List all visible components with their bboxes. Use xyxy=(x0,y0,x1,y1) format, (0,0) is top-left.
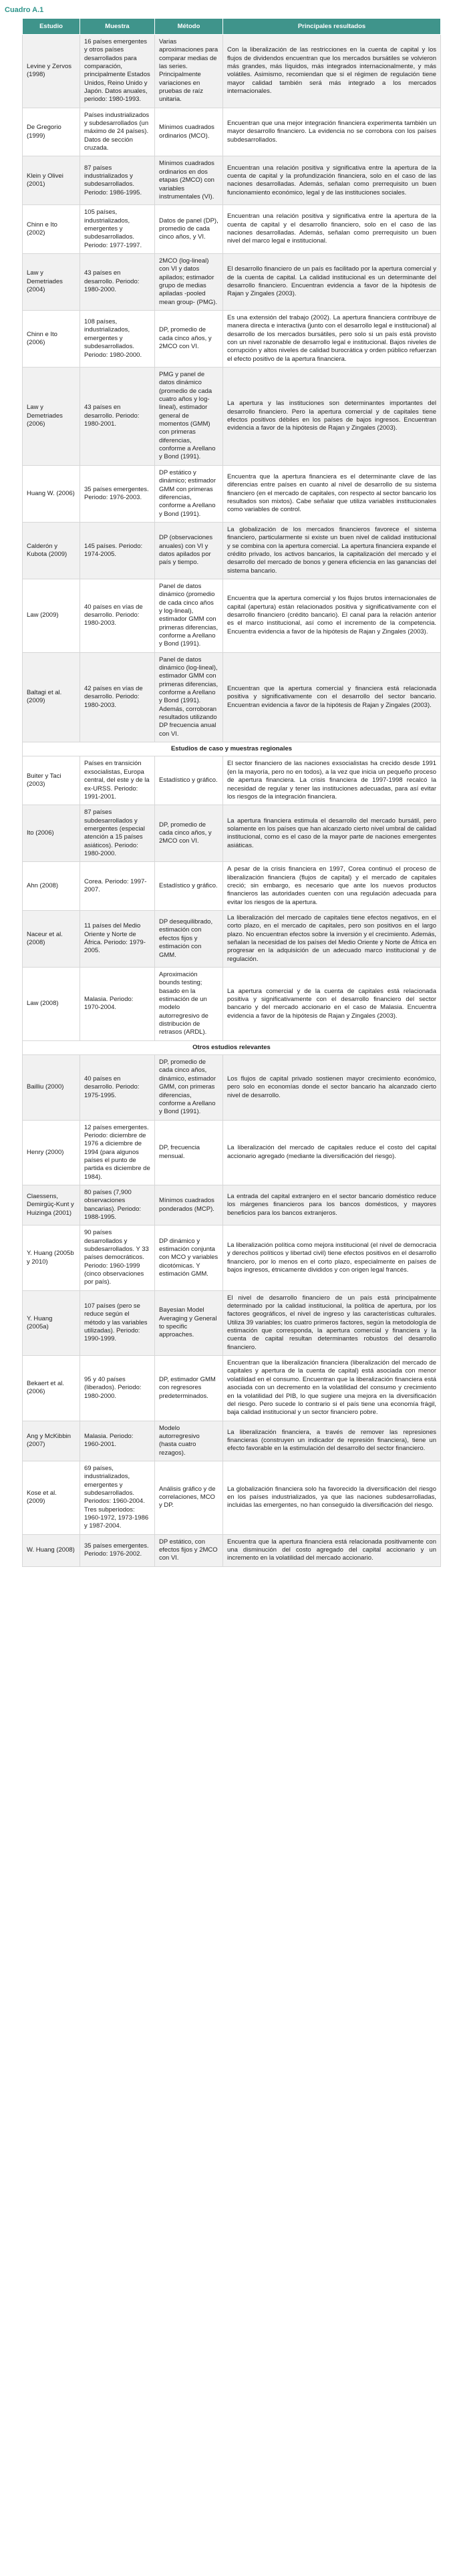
cell-metodo: Varias aproximaciones para comparar medias de las series. Principalmente variaciones en pruebas de raíz unitaria. xyxy=(155,35,223,108)
cell-metodo: DP (observaciones anuales) con VI y datos apilados por país y tiempo. xyxy=(155,522,223,579)
cell-muestra: 42 países en vías de desarrollo. Periodo: 1980-2003. xyxy=(80,652,155,742)
cell-estudio: Levine y Zervos (1998) xyxy=(23,35,80,108)
cell-metodo: DP desequilibrado, estimación con efectos fijos y estimación con GMM. xyxy=(155,910,223,967)
study-row xyxy=(23,862,441,911)
cell-estudio: Kose et al. (2009) xyxy=(23,1461,80,1534)
study-row xyxy=(23,1461,441,1534)
study-row xyxy=(23,156,441,205)
cell-muestra: 11 países del Medio Oriente y Norte de África. Periodo: 1979-2005. xyxy=(80,910,155,967)
cell-metodo: DP dinámico y estimación conjunta con MCO y variables dicotómicas. Y estimación GMM. xyxy=(155,1226,223,1290)
cell-muestra: 43 países en desarrollo. Periodo: 1980-2000. xyxy=(80,253,155,310)
cell-muestra: 87 países industrializados y subdesarrollados. Periodo: 1986-1995. xyxy=(80,156,155,205)
cell-metodo: Bayesian Model Averaging y General to specific approaches. xyxy=(155,1290,223,1355)
study-row xyxy=(23,652,441,742)
cell-estudio: Y. Huang (2005b y 2010) xyxy=(23,1226,80,1290)
cell-metodo: Datos de panel (DP), promedio de cada cinco años, y VI. xyxy=(155,205,223,254)
study-row xyxy=(23,108,441,156)
cell-estudio: Klein y Olivei (2001) xyxy=(23,156,80,205)
cell-metodo: PMG y panel de datos dinámico (promedio de cada cuatro años y log-lineal), estimador general de momentos (GMM) con primeras diferencias, conforme a Arellano y Bond (1991). xyxy=(155,368,223,466)
study-row xyxy=(23,1055,441,1120)
cell-resultados: La apertura comercial y de la cuenta de capitales está relacionada positiva y significativamente con el desarrollo financiero del sector bancario y del mercado accionario en el caso de Malasia. Encuentra evidencia a favor de la hipótesis de Rajan y Zingales (2003). xyxy=(223,968,441,1041)
cell-resultados: La liberalización del mercado de capitales reduce el costo del capital accionario agregado (mediante la diversificación del riesgo). xyxy=(223,1120,441,1185)
cell-resultados: A pesar de la crisis financiera en 1997, Corea continuó el proceso de liberalización financiera (flujos de capital) y el mercado de capitales creció; sin embargo, es necesario que ante los nuevos productos financieros las autoridades cuenten con una regulación adecuada para evitar los riesgos de la apertura. xyxy=(223,862,441,911)
section-header-label: Estudios de caso y muestras regionales xyxy=(23,742,441,756)
cell-resultados: La liberalización financiera, a través de remover las represiones financieras (construyen un indicador de represión financiera), tiene un efecto favorable en la estimulación del desarrollo del sector financiero. xyxy=(223,1421,441,1461)
cell-muestra: 107 países (pero se reduce según el método y las variables utilizadas). Periodo: 1990-1999. xyxy=(80,1290,155,1355)
cell-metodo: DP, promedio de cada cinco años, dinámico, estimador GMM, con primeras diferencias, conforme a Arellano y Bond (1991). xyxy=(155,1055,223,1120)
cell-estudio: Henry (2000) xyxy=(23,1120,80,1185)
cell-resultados: Encuentran que una mejor integración financiera experimenta también un mayor desarrollo financiero. La evidencia no se corrobora con los países subdesarrollados. xyxy=(223,108,441,156)
cell-resultados: La globalización de los mercados financieros favorece el sistema financiero, particularmente si existe un buen nivel de calidad institucional y se combina con la apertura comercial. La apertura financiera expande el crédito privado, los activos bancarios, la capitalización del mercado y el desarrollo del mercado de bonos y genera eficiencia en las ganancias del sistema bancario. xyxy=(223,522,441,579)
cell-estudio: Claessens, Demirgüç-Kunt y Huizinga (2001) xyxy=(23,1185,80,1225)
cell-estudio: Huang W. (2006) xyxy=(23,465,80,522)
table-head xyxy=(23,19,441,35)
cell-muestra: 35 países emergentes. Periodo: 1976-2003. xyxy=(80,465,155,522)
cell-metodo: DP estático y dinámico; estimador GMM con primeras diferencias, conforme a Arellano y Bond (1991). xyxy=(155,465,223,522)
cell-resultados: El desarrollo financiero de un país es facilitado por la apertura comercial y de la cuenta de capital. La calidad institucional es un determinante del desarrollo financiero. Encuentran evidencia a favor de la hipótesis de Rajan y Zingales (2003). xyxy=(223,253,441,310)
study-row xyxy=(23,1356,441,1421)
cell-resultados: La liberalización del mercado de capitales tiene efectos negativos, en el corto plazo, en el mercado de capitales, pero son positivos en el largo plazo. No encuentran efectos sobre la inversión y el crecimiento. Además, señalan la necesidad de los países del Medio Oriente y Norte de África en progresar en la adquisición de un adecuado marco institucional y de regulación. xyxy=(223,910,441,967)
cell-muestra: 145 países. Periodo: 1974-2005. xyxy=(80,522,155,579)
cell-muestra: 43 países en desarrollo. Periodo: 1980-2001. xyxy=(80,368,155,466)
cell-muestra: 90 países desarrollados y subdesarrollados. Y 33 países democráticos. Periodo: 1960-1999 (cinco observaciones por país). xyxy=(80,1226,155,1290)
cell-estudio: Y. Huang (2005a) xyxy=(23,1290,80,1355)
cell-estudio: Chinn e Ito (2006) xyxy=(23,310,80,367)
cell-resultados: Encuentra que la apertura financiera está relacionada positivamente con una disminución del costo agregado del capital accionario y un incremento en la volatilidad del mercado accionario. xyxy=(223,1534,441,1566)
study-row xyxy=(23,805,441,862)
cell-muestra: 105 países, industrializados, emergentes y subdesarrollados. Periodo: 1977-1997. xyxy=(80,205,155,254)
cell-resultados: Es una extensión del trabajo (2002). La apertura financiera contribuye de manera directa e interactiva (junto con el desarrollo legal e institucional) al desarrollo de los mercados bursátiles, pero solo si un país está provisto con un nivel razonable de desarrollo legal e institucional. Bajos niveles de corrupción y altos niveles de calidad burocrática y orden público refuerzan el efecto positivo de la apertura financiera. xyxy=(223,310,441,367)
section-header-row xyxy=(23,742,441,756)
cell-muestra: 12 países emergentes. Periodo: diciembre de 1976 a diciembre de 1994 (para algunos países el punto de partida es diciembre de 1984). xyxy=(80,1120,155,1185)
cell-muestra: Malasia. Periodo: 1960-2001. xyxy=(80,1421,155,1461)
cell-resultados: Encuentra que la apertura financiera es el determinante clave de las diferencias entre países en cuanto al nivel de desarrollo de su sistema financiero (en el mercado de capitales, con respecto al sector bancario los resultados son mixtos). Cabe señalar que utiliza variables institucionales como variables de control. xyxy=(223,465,441,522)
cell-muestra: Países en transición exsocialistas, Europa central, del este y de la ex-URSS. Periodo: 1991-2001. xyxy=(80,756,155,805)
cell-estudio: Law y Demetriades (2004) xyxy=(23,253,80,310)
cell-estudio: Ito (2006) xyxy=(23,805,80,862)
cell-resultados: Con la liberalización de las restricciones en la cuenta de capital y los flujos de dividendos encuentran que los mercados bursátiles se volvieron más grandes, más líquidos, más integrados internacionalmente, y más volátiles. Asimismo, recomiendan que si el régimen de regulación tiene mayor calidad también será más integrado a los mercados internacionales. xyxy=(223,35,441,108)
studies-table xyxy=(22,18,441,1567)
cell-muestra: 35 países emergentes. Periodo: 1976-2002. xyxy=(80,1534,155,1566)
header-row xyxy=(23,19,441,35)
section-header-label: Otros estudios relevantes xyxy=(23,1040,441,1054)
study-row xyxy=(23,1290,441,1355)
cell-metodo: Mínimos cuadrados ponderados (MCP). xyxy=(155,1185,223,1225)
cell-estudio: Ang y McKibbin (2007) xyxy=(23,1421,80,1461)
cell-estudio: W. Huang (2008) xyxy=(23,1534,80,1566)
cell-muestra: Países industrializados y subdesarrollados (un máximo de 24 países). Datos de sección cruzada. xyxy=(80,108,155,156)
section-header-row xyxy=(23,1040,441,1054)
cell-metodo: Análisis gráfico y de correlaciones, MCO y DP. xyxy=(155,1461,223,1534)
cell-metodo: Estadístico y gráfico. xyxy=(155,756,223,805)
study-row xyxy=(23,35,441,108)
cell-estudio: Buiter y Taci (2003) xyxy=(23,756,80,805)
column-header-metodo: Método xyxy=(155,19,223,35)
cell-estudio: De Gregorio (1999) xyxy=(23,108,80,156)
cell-muestra: 87 países subdesarrollados y emergentes (especial atención a 15 países asiáticos). Periodo: 1980-2000. xyxy=(80,805,155,862)
study-row xyxy=(23,968,441,1041)
cell-resultados: La entrada del capital extranjero en el sector bancario doméstico reduce los márgenes financieros para los bancos domésticos, y mayores beneficios para los bancos extranjeros. xyxy=(223,1185,441,1225)
study-row xyxy=(23,756,441,805)
study-row xyxy=(23,579,441,652)
cell-metodo: DP, promedio de cada cinco años, y 2MCO con VI. xyxy=(155,310,223,367)
cell-resultados: La apertura y las instituciones son determinantes importantes del desarrollo financiero. Pero la apertura comercial y de capitales tiene efectos positivos débiles en los países de bajos ingresos. Encuentran evidencia a favor de la hipótesis de Rajan y Zingales (2003). xyxy=(223,368,441,466)
column-header-resultados: Principales resultados xyxy=(223,19,441,35)
study-row xyxy=(23,522,441,579)
cell-estudio: Bailliu (2000) xyxy=(23,1055,80,1120)
cell-resultados: La apertura financiera estimula el desarrollo del mercado bursátil, pero solamente en los países que han alcanzado cierto nivel umbral de calidad institucional, como es el caso de la mayor parte de naciones emergentes asiáticas. xyxy=(223,805,441,862)
study-row xyxy=(23,465,441,522)
cell-estudio: Law y Demetriades (2006) xyxy=(23,368,80,466)
cell-estudio: Law (2009) xyxy=(23,579,80,652)
cell-metodo: DP estático, con efectos fijos y 2MCO con VI. xyxy=(155,1534,223,1566)
cell-metodo: Aproximación bounds testing; basado en la estimación de un modelo autorregresivo de distribución de retrasos (ARDL). xyxy=(155,968,223,1041)
cell-resultados: Encuentran que la liberalización financiera (liberalización del mercado de capitales y apertura de la cuenta de capital) está asociada con menor volatilidad en el consumo. Encuentran que la liberalización financiera está asociada con un decremento en la volatilidad del consumo y crecimiento en la volatilidad del PIB, lo que sugiere una mejora en la diversificación del riesgo. Pero sucede lo contrario si el país tiene una economía frágil, baja calidad institucional y un sector financiero pobre. xyxy=(223,1356,441,1421)
study-row xyxy=(23,1226,441,1290)
column-header-estudio: Estudio xyxy=(23,19,80,35)
cell-estudio: Bekaert et al. (2006) xyxy=(23,1356,80,1421)
cell-muestra: 80 países (7,900 observaciones bancarias). Periodo: 1988-1995. xyxy=(80,1185,155,1225)
cell-resultados: Encuentra que la apertura comercial y los flujos brutos internacionales de capital (apertura) están relacionados positiva y significativamente con el desarrollo financiero (crédito bancario). El canal para la relación anterior es el marco institucional, así como el incremento de la competencia. Encuentra evidencia a favor de la hipótesis de Rajan y Zingales (2003). xyxy=(223,579,441,652)
study-row xyxy=(23,1421,441,1461)
study-row xyxy=(23,1120,441,1185)
cell-metodo: DP, estimador GMM con regresores predeterminados. xyxy=(155,1356,223,1421)
study-row xyxy=(23,1534,441,1566)
cell-metodo: Estadístico y gráfico. xyxy=(155,862,223,911)
table-body xyxy=(23,35,441,1567)
study-row xyxy=(23,910,441,967)
cell-estudio: Baltagi et al. (2009) xyxy=(23,652,80,742)
cell-muestra: 95 y 40 países (liberados). Periodo: 1980-2000. xyxy=(80,1356,155,1421)
cell-resultados: La globalización financiera solo ha favorecido la diversificación del riesgo en los países industrializados, ya que las naciones subdesarrolladas, incluidas las emergentes, no han conseguido la diversificación del riesgo. xyxy=(223,1461,441,1534)
cell-muestra: 16 países emergentes y otros países desarrollados para comparación, principalmente Estados Unidos, Reino Unido y Japón. Datos anuales, periodo: 1980-1993. xyxy=(80,35,155,108)
cell-metodo: Modelo autorregresivo (hasta cuatro rezagos). xyxy=(155,1421,223,1461)
cell-resultados: Encuentran una relación positiva y significativa entre la apertura de la cuenta de capital y la profundización financiera, solo en el caso de las naciones desarrolladas. Además, señalan como prerrequisito un buen funcionamiento económico, legal y de las instituciones sociales. xyxy=(223,156,441,205)
study-row xyxy=(23,1185,441,1225)
cell-estudio: Chinn e Ito (2002) xyxy=(23,205,80,254)
cell-metodo: Mínimos cuadrados ordinarios (MCO). xyxy=(155,108,223,156)
cell-resultados: La liberalización política como mejora institucional (el nivel de democracia y derechos políticos y libertad civil) tiene efectos positivos en el desarrollo financiero, por lo menos en el corto plazo, especialmente en países de bajos ingresos, étnicamente divididos y con origen legal francés. xyxy=(223,1226,441,1290)
cell-estudio: Law (2008) xyxy=(23,968,80,1041)
cell-muestra: 69 países, industrializados, emergentes y subdesarrollados. Periodos: 1960-2004. Tres subperiodos: 1960-1972, 1973-1986 y 1987-2004. xyxy=(80,1461,155,1534)
cell-muestra: 40 países en vías de desarrollo. Periodo: 1980-2003. xyxy=(80,579,155,652)
cell-estudio: Ahn (2008) xyxy=(23,862,80,911)
cell-estudio: Naceur et al. (2008) xyxy=(23,910,80,967)
cell-muestra: Corea. Periodo: 1997-2007. xyxy=(80,862,155,911)
column-header-muestra: Muestra xyxy=(80,19,155,35)
cell-metodo: Mínimos cuadrados ordinarios en dos etapas (2MCO) con variables instrumentales (VI). xyxy=(155,156,223,205)
study-row xyxy=(23,310,441,367)
study-row xyxy=(23,253,441,310)
cell-resultados: Encuentran una relación positiva y significativa entre la apertura de la cuenta de capital y el desarrollo financiero, solo en el caso de las naciones desarrolladas. Además, señalan como prerrequisito un buen nivel del marco legal e institucional. xyxy=(223,205,441,254)
study-row xyxy=(23,205,441,254)
cell-metodo: Panel de datos dinámico (promedio de cada cinco años y log-lineal), estimador GMM con primeras diferencias, conforme a Arellano y Bond (1991). xyxy=(155,579,223,652)
cell-resultados: Los flujos de capital privado sostienen mayor crecimiento económico, pero solo en economías donde el sector bancario ha alcanzado cierto nivel de desarrollo. xyxy=(223,1055,441,1120)
cell-metodo: DP, frecuencia mensual. xyxy=(155,1120,223,1185)
cell-resultados: El sector financiero de las naciones exsocialistas ha crecido desde 1991 (en la mayoría, pero no en todos), a la vez que inicia un pequeño proceso de apertura financiera. La crisis financiera de 1997-1998 recalcó la necesidad de regular y tener las instituciones adecuadas, para así evitar los riesgos de la integración financiera. xyxy=(223,756,441,805)
cell-metodo: 2MCO (log-lineal) con VI y datos apilados; estimador grupo de medias apiladas -pooled mean group- (PMG). xyxy=(155,253,223,310)
cell-estudio: Calderón y Kubota (2009) xyxy=(23,522,80,579)
study-row xyxy=(23,368,441,466)
table-title: Cuadro A.1 xyxy=(5,6,44,14)
cell-muestra: 40 países en desarrollo. Periodo: 1975-1995. xyxy=(80,1055,155,1120)
cell-metodo: Panel de datos dinámico (log-lineal), estimador GMM con primeras diferencias, conforme a Arellano y Bond (1991). Además, corroboran resultados utilizando DP frecuencia anual con VI. xyxy=(155,652,223,742)
cell-muestra: Malasia. Periodo: 1970-2004. xyxy=(80,968,155,1041)
cell-resultados: El nivel de desarrollo financiero de un país está principalmente determinado por la calidad institucional, la política de apertura, por los factores geográficos, el nivel de ingreso y las características culturales. Utiliza 39 variables; los cuatro primeros factores, según la metodología de estimación que corresponda, la apertura comercial y financiera y la cuenta de capital resultan determinantes robustos del desarrollo financiero. xyxy=(223,1290,441,1355)
cell-metodo: DP, promedio de cada cinco años, y 2MCO con VI. xyxy=(155,805,223,862)
cell-resultados: Encuentran que la apertura comercial y financiera está relacionada positiva y significativamente con el desarrollo del sector bancario. Encuentran evidencia a favor de la hipótesis de Rajan y Zingales (2003). xyxy=(223,652,441,742)
cell-muestra: 108 países, industrializados, emergentes y subdesarrollados. Periodo: 1980-2000. xyxy=(80,310,155,367)
